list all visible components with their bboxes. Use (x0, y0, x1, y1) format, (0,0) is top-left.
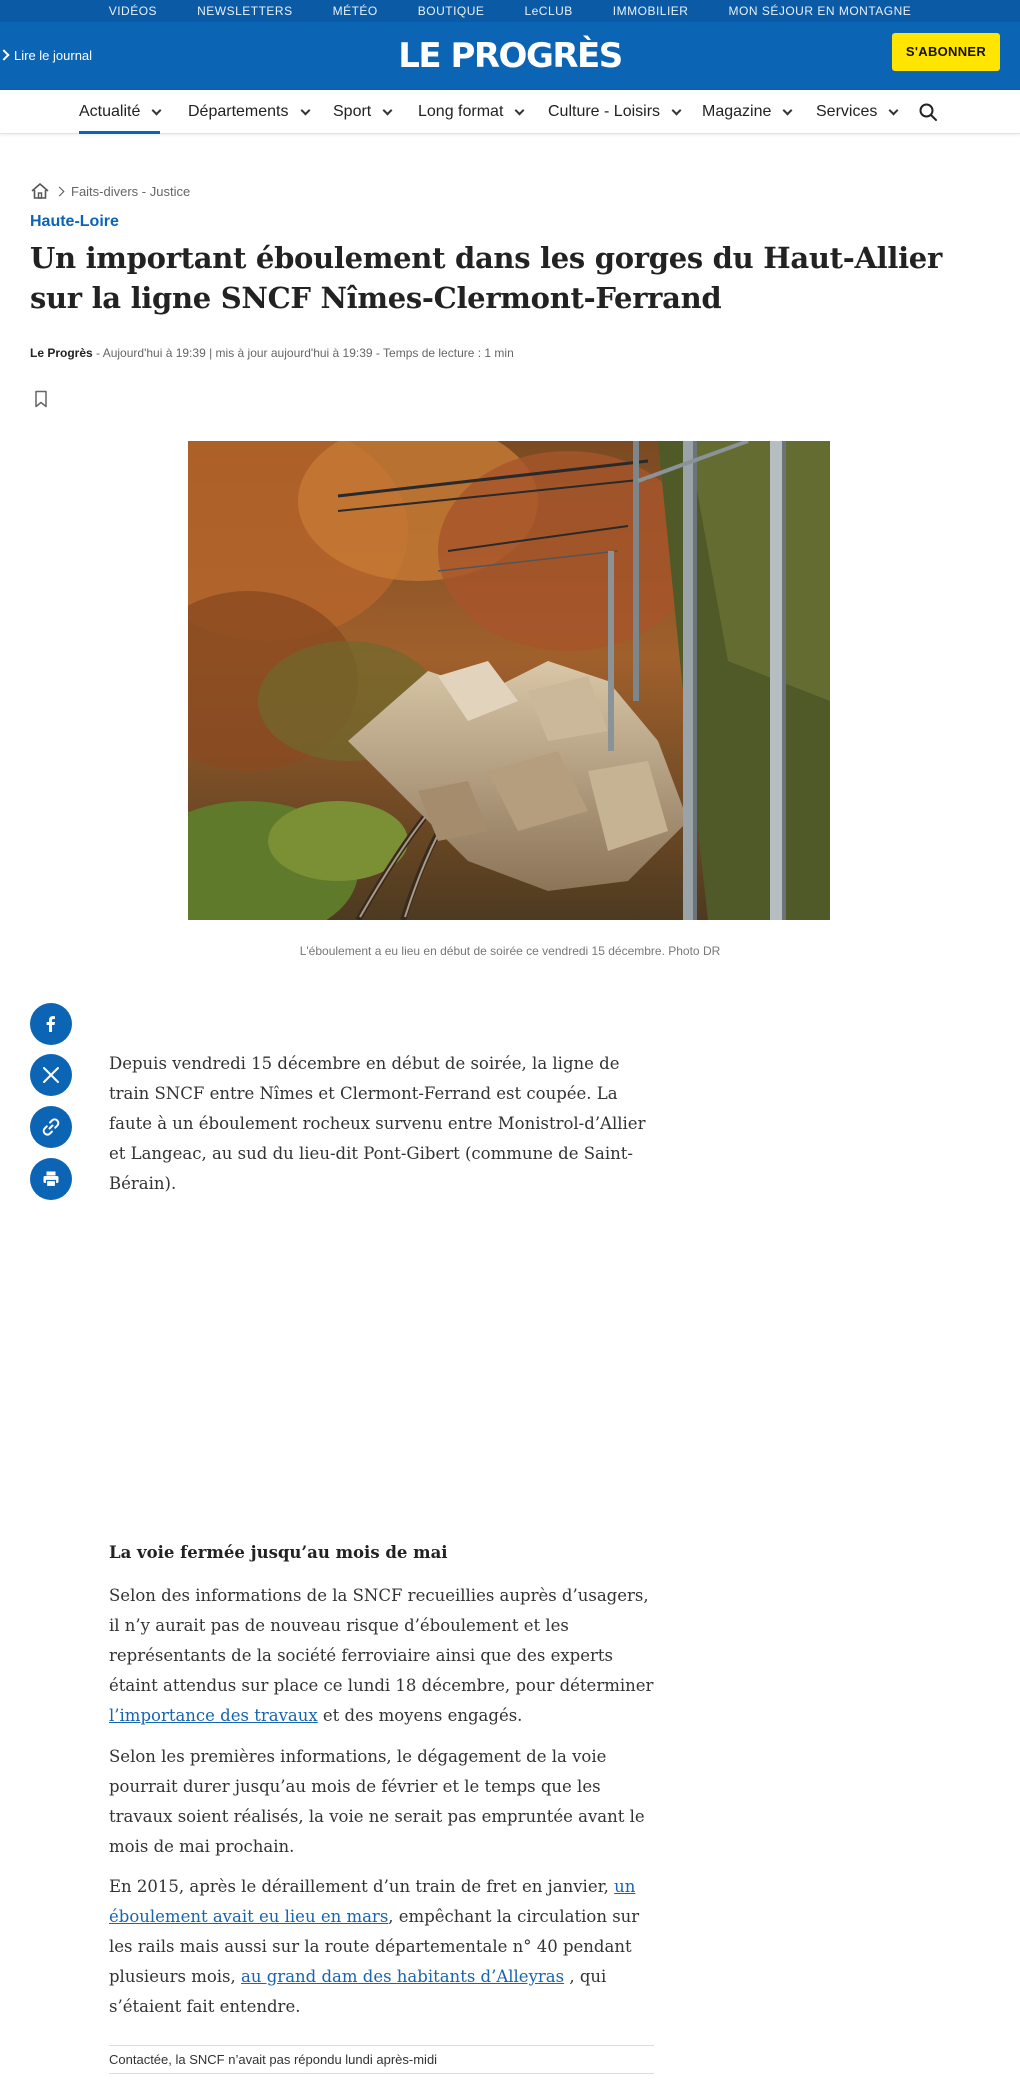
paragraph-text: , empêchant la circulation sur les rails mais aussi sur la route départementale n° 40 pendant plusieurs mois, (109, 1907, 640, 1986)
chevron-down-icon (889, 105, 899, 115)
chevron-down-icon (300, 105, 310, 115)
breadcrumb (30, 180, 190, 202)
chevron-down-icon (515, 105, 525, 115)
article-title: Un important éboulement dans les gorges du Haut-Allier sur la ligne SNCF Nîmes-Clermont-Ferrand (30, 241, 942, 315)
home-icon[interactable] (30, 182, 50, 200)
article-paragraph-2 (109, 1581, 654, 1731)
nav-item-label: Services (816, 103, 878, 120)
share-x-button[interactable] (30, 1054, 72, 1096)
nav-item-label: Sport (333, 103, 372, 120)
article-photo (188, 441, 830, 920)
nav-item-magazine[interactable] (702, 90, 791, 134)
search-icon[interactable] (918, 102, 938, 122)
nav-item-actualite[interactable] (79, 90, 160, 134)
top-utility-bar (0, 0, 1020, 22)
chevron-right-icon (55, 186, 65, 196)
subscribe-button[interactable]: S'ABONNER (892, 33, 1000, 71)
article-meta: - Aujourd'hui à 19:39 | mis à jour aujourd'hui à 19:39 - Temps de lecture : 1 min (92, 346, 514, 360)
topbar-link-immobilier[interactable]: IMMOBILIER (612, 4, 689, 18)
nav-item-culture-loisirs[interactable] (548, 90, 680, 134)
print-button[interactable] (30, 1158, 72, 1200)
nav-item-label: Long format (418, 103, 504, 120)
article-intro: Depuis vendredi 15 décembre en début de soirée, la ligne de train SNCF entre Nîmes et Clermont-Ferrand est coupée. La faute à un éboulement rocheux survenu entre Monistrol-d’Allier et Langeac, au sud du lieu-dit Pont-Gibert (commune de Saint-Bérain). (109, 1054, 646, 1193)
article-rubric[interactable]: Haute-Loire (30, 213, 119, 230)
link-icon (41, 1117, 61, 1137)
travaux-link[interactable]: l’importance des travaux (109, 1706, 318, 1725)
article-subhead: La voie fermée jusqu’au mois de mai (109, 1543, 448, 1562)
paragraph-text: , qui s’étaient fait entendre. (109, 1967, 607, 2016)
paragraph-text: et des moyens engagés. (317, 1706, 523, 1725)
paragraph-text: En 2015, après le déraillement d’un train de fret en janvier, (109, 1877, 615, 1896)
nav-item-label: Départements (188, 103, 289, 120)
facebook-icon (42, 1015, 60, 1033)
site-header (0, 22, 1020, 90)
main-nav (0, 90, 1020, 134)
bookmark-icon[interactable] (33, 390, 49, 408)
breadcrumb-section[interactable]: Faits-divers - Justice (71, 183, 191, 199)
topbar-link-videos[interactable]: VIDÉOS (108, 4, 158, 18)
nav-item-label: Magazine (702, 103, 772, 120)
print-icon (42, 1170, 60, 1188)
eboulement-mars-link[interactable]: un éboulement avait eu lieu en mars (109, 1877, 636, 1926)
x-icon (42, 1066, 60, 1084)
chevron-right-icon (0, 49, 10, 60)
article-author: Le Progrès (30, 346, 93, 360)
photo-caption: L'éboulement a eu lieu en début de soirée ce vendredi 15 décembre. Photo DR (299, 944, 721, 958)
article-paragraph-4 (109, 1872, 654, 2022)
nav-item-label: Culture - Loisirs (548, 103, 661, 120)
topbar-link-boutique[interactable]: BOUTIQUE (417, 4, 485, 18)
share-link-button[interactable] (30, 1106, 72, 1148)
nav-item-label: Actualité (79, 103, 141, 120)
chevron-down-icon (152, 105, 162, 115)
topbar-link-sejour-montagne[interactable]: MON SÉJOUR EN MONTAGNE (728, 4, 912, 18)
paragraph-text: Selon des informations de la SNCF recueillies auprès d’usagers, il n’y aurait pas de nouveau risque d’éboulement et les représentants de la société ferroviaire ainsi que des experts étaint attendus sur place ce lundi 18 décembre, pour déterminer (109, 1586, 654, 1695)
article-note: Contactée, la SNCF n’avait pas répondu lundi après-midi (109, 2045, 654, 2074)
nav-item-long-format[interactable] (418, 90, 523, 134)
read-paper-label: Lire le journal (14, 47, 93, 63)
article-byline (30, 346, 514, 360)
chevron-down-icon (383, 105, 393, 115)
chevron-down-icon (672, 105, 682, 115)
chevron-down-icon (783, 105, 793, 115)
nav-item-sport[interactable] (333, 90, 391, 134)
site-logo[interactable]: LE PROGRÈS (398, 36, 622, 76)
share-facebook-button[interactable] (30, 1003, 72, 1045)
topbar-link-newsletters[interactable]: NEWSLETTERS (197, 4, 293, 18)
topbar-link-meteo[interactable]: MÉTÉO (332, 4, 378, 18)
alleyras-link[interactable]: au grand dam des habitants d’Alleyras (241, 1967, 565, 1986)
read-paper-link[interactable] (0, 44, 92, 66)
nav-item-services[interactable] (816, 90, 897, 134)
nav-item-departements[interactable] (188, 90, 309, 134)
article-paragraph-3: Selon les premières informations, le dégagement de la voie pourrait durer jusqu’au mois de février et le temps que les travaux soient réalisés, la voie ne serait pas empruntée avant le mois de mai prochain. (109, 1747, 645, 1856)
topbar-link-leclub[interactable]: LeCLUB (524, 4, 573, 18)
